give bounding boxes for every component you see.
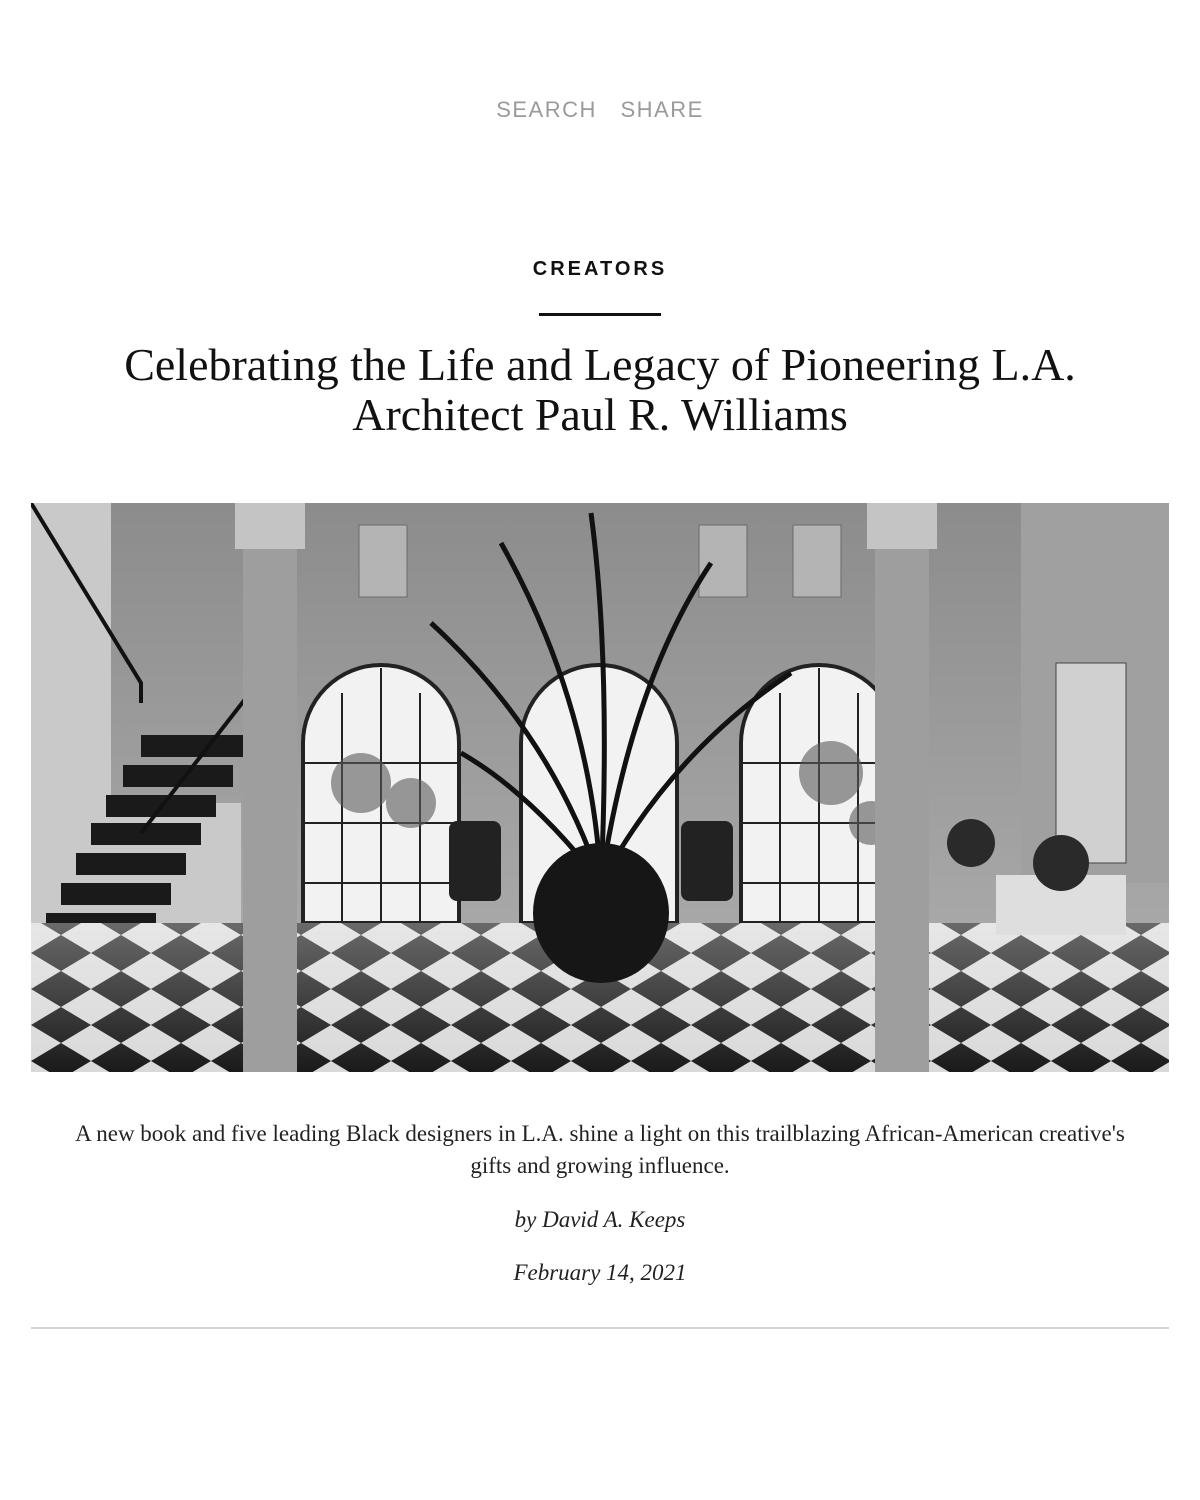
category-label: [0, 258, 1200, 281]
byline: [0, 1207, 1200, 1233]
divider: [31, 1327, 1169, 1329]
category-link[interactable]: CREATORS: [532, 258, 668, 280]
top-nav: [0, 97, 1200, 123]
article-title: Celebrating the Life and Legacy of Pioneering L.A. Architect Paul R. Williams: [124, 339, 1076, 440]
hero-image: [31, 503, 1169, 1072]
publish-date: February 14, 2021: [513, 1260, 687, 1285]
share-link[interactable]: SHARE: [620, 97, 704, 122]
author-link[interactable]: David A. Keeps: [542, 1207, 686, 1232]
search-link[interactable]: SEARCH: [496, 97, 597, 122]
byline-prefix: by: [514, 1207, 537, 1232]
category-divider: [539, 313, 661, 316]
article-dek: A new book and five leading Black designers in L.A. shine a light on this trailblazing African-American creative's gifts and growing influence.: [75, 1121, 1125, 1178]
